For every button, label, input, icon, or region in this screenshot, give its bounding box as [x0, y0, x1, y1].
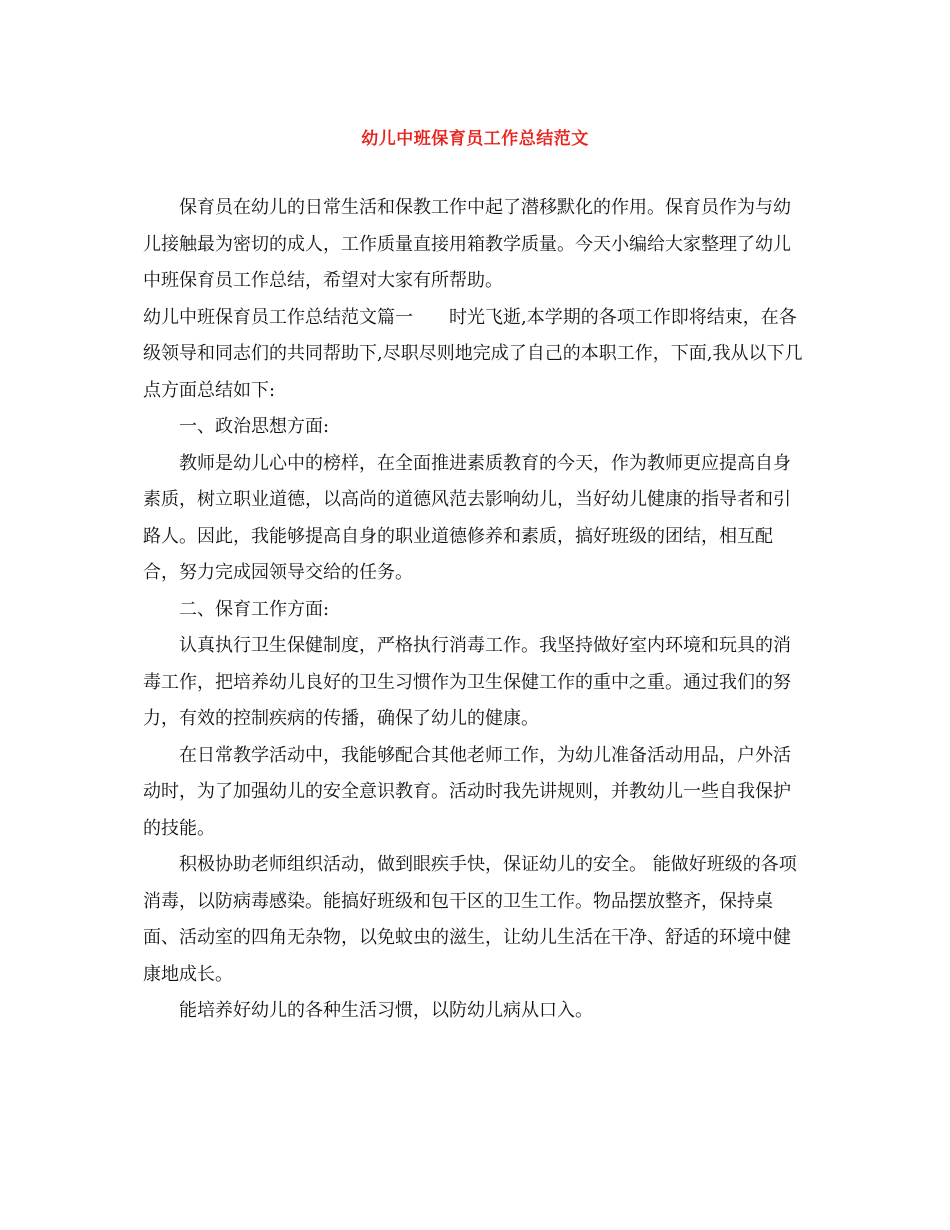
- paragraph-assist: 积极协助老师组织活动，做到眼疾手快，保证幼儿的安全。 能做好班级的各项消毒，以防病毒感染。能搞好班级和包干区的卫生工作。物品摆放整齐，保持桌面、活动室的四角无杂物，以免蚊虫的滋生，让幼儿生活在干净、舒适的环境中健康地成长。: [143, 854, 797, 985]
- document-title: 幼儿中班保育员工作总结范文: [361, 129, 589, 149]
- paragraph-habits: 能培养好幼儿的各种生活习惯，以防幼儿病从口入。: [179, 1000, 593, 1021]
- paragraph-teaching: 在日常教学活动中，我能够配合其他老师工作，为幼儿准备活动用品，户外活动时，为了加强幼儿的安全意识教育。活动时我先讲规则，并教幼儿一些自我保护的技能。: [143, 744, 791, 839]
- paragraph-hygiene: 认真执行卫生保健制度，严格执行消毒工作。我坚持做好室内环境和玩具的消毒工作，把培养幼儿良好的卫生习惯作为卫生保健工作的重中之重。通过我们的努力，有效的控制疾病的传播，确保了幼儿的健康。: [143, 635, 791, 729]
- document-body: [143, 190, 803, 1030]
- opening-text: 时光飞逝,本学期的各项工作即将结束，在各级领导和同志们的共同帮助下,尽职尽则地完成了自己的本职工作，下面,我从以下几点方面总结如下:: [143, 306, 803, 401]
- subheading-care-work: 二、保育工作方面:: [179, 598, 330, 620]
- section-heading-paragraph: [143, 300, 803, 410]
- paragraph-political: 教师是幼儿心中的榜样，在全面推进素质教育的今天，作为教师更应提高自身素质，树立职业道德，以高尚的道德风范去影响幼儿，当好幼儿健康的指导者和引路人。因此，我能够提高自身的职业道德修养和素质，搞好班级的团结，相互配合，努力完成园领导交给的任务。: [143, 452, 791, 583]
- section-heading: 幼儿中班保育员工作总结范文篇一: [143, 306, 413, 328]
- intro-paragraph: 保育员在幼儿的日常生活和保教工作中起了潜移默化的作用。保育员作为与幼儿接触最为密切的成人，工作质量直接用箱教学质量。今天小编给大家整理了幼儿中班保育员工作总结，希望对大家有所帮助。: [143, 197, 791, 291]
- subheading-political: 一、政治思想方面:: [179, 416, 330, 437]
